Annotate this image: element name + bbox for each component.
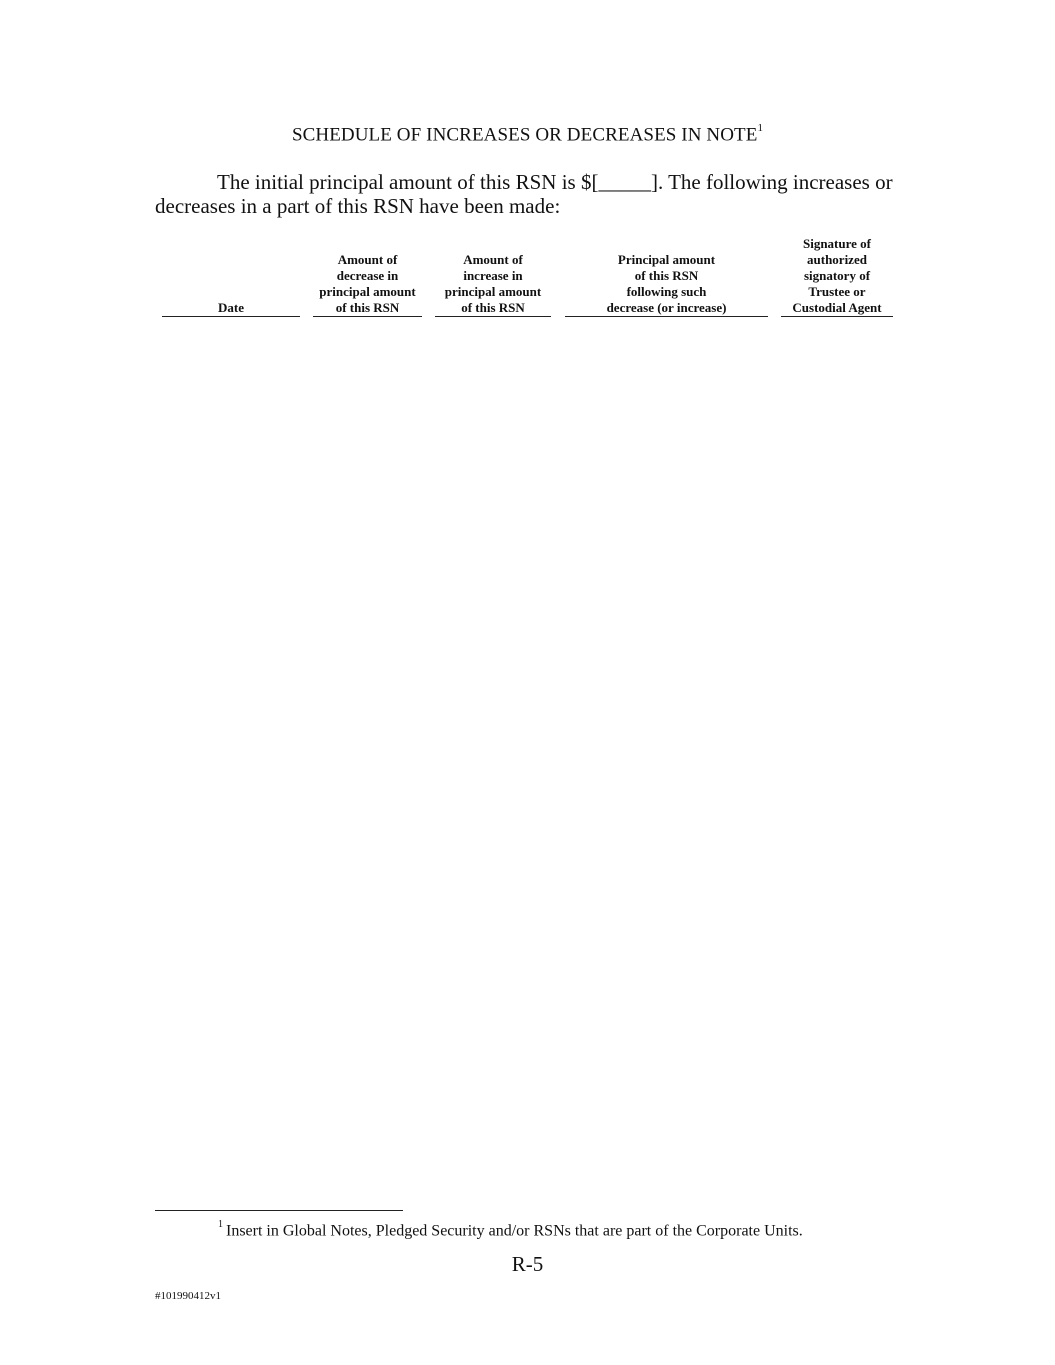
column-header-line: Signature of xyxy=(802,236,871,251)
column-header-increase xyxy=(435,240,551,317)
column-header-line: of this RSN xyxy=(634,268,699,283)
title-footnote-mark: 1 xyxy=(757,122,764,134)
column-header-line: following such xyxy=(626,284,707,299)
column-header-line: Date xyxy=(218,300,244,315)
column-header-line: Custodial Agent xyxy=(792,300,882,315)
column-header-line: Principal amount xyxy=(617,252,716,267)
column-header-line: principal amount xyxy=(444,284,542,299)
column-header-line: of this RSN xyxy=(461,300,525,315)
column-header-line: decrease (or increase) xyxy=(606,300,727,315)
column-header-signature xyxy=(781,236,893,317)
footnote-mark: 1 xyxy=(218,1219,223,1230)
column-header-date xyxy=(162,240,300,317)
column-header-principal xyxy=(565,240,768,317)
page-title xyxy=(0,124,1055,146)
column-header-line: signatory of xyxy=(803,268,871,283)
column-header-line: Trustee or xyxy=(808,284,866,299)
intro-paragraph: The initial principal amount of this RSN is $[_____]. The following increases or decreases in a part of this RSN have been made: xyxy=(155,170,893,218)
title-text: SCHEDULE OF INCREASES OR DECREASES IN NOTE xyxy=(291,124,758,146)
column-header-line: Amount of xyxy=(337,252,398,267)
footnote xyxy=(218,1221,803,1240)
column-header-line: authorized xyxy=(807,252,867,267)
column-header-line: principal amount xyxy=(319,284,416,299)
column-header-line: of this RSN xyxy=(335,300,400,315)
page-number: R-5 xyxy=(511,1252,544,1276)
column-header-line: decrease in xyxy=(336,268,399,283)
footnote-text: Insert in Global Notes, Pledged Security and/or RSNs that are part of the Corporate Units. xyxy=(226,1222,803,1240)
document-id: #101990412v1 xyxy=(155,1290,221,1302)
footnote-divider xyxy=(155,1210,403,1211)
column-header-line: Amount of xyxy=(463,252,523,267)
column-header-decrease xyxy=(313,240,422,317)
column-header-line: increase in xyxy=(463,268,523,283)
